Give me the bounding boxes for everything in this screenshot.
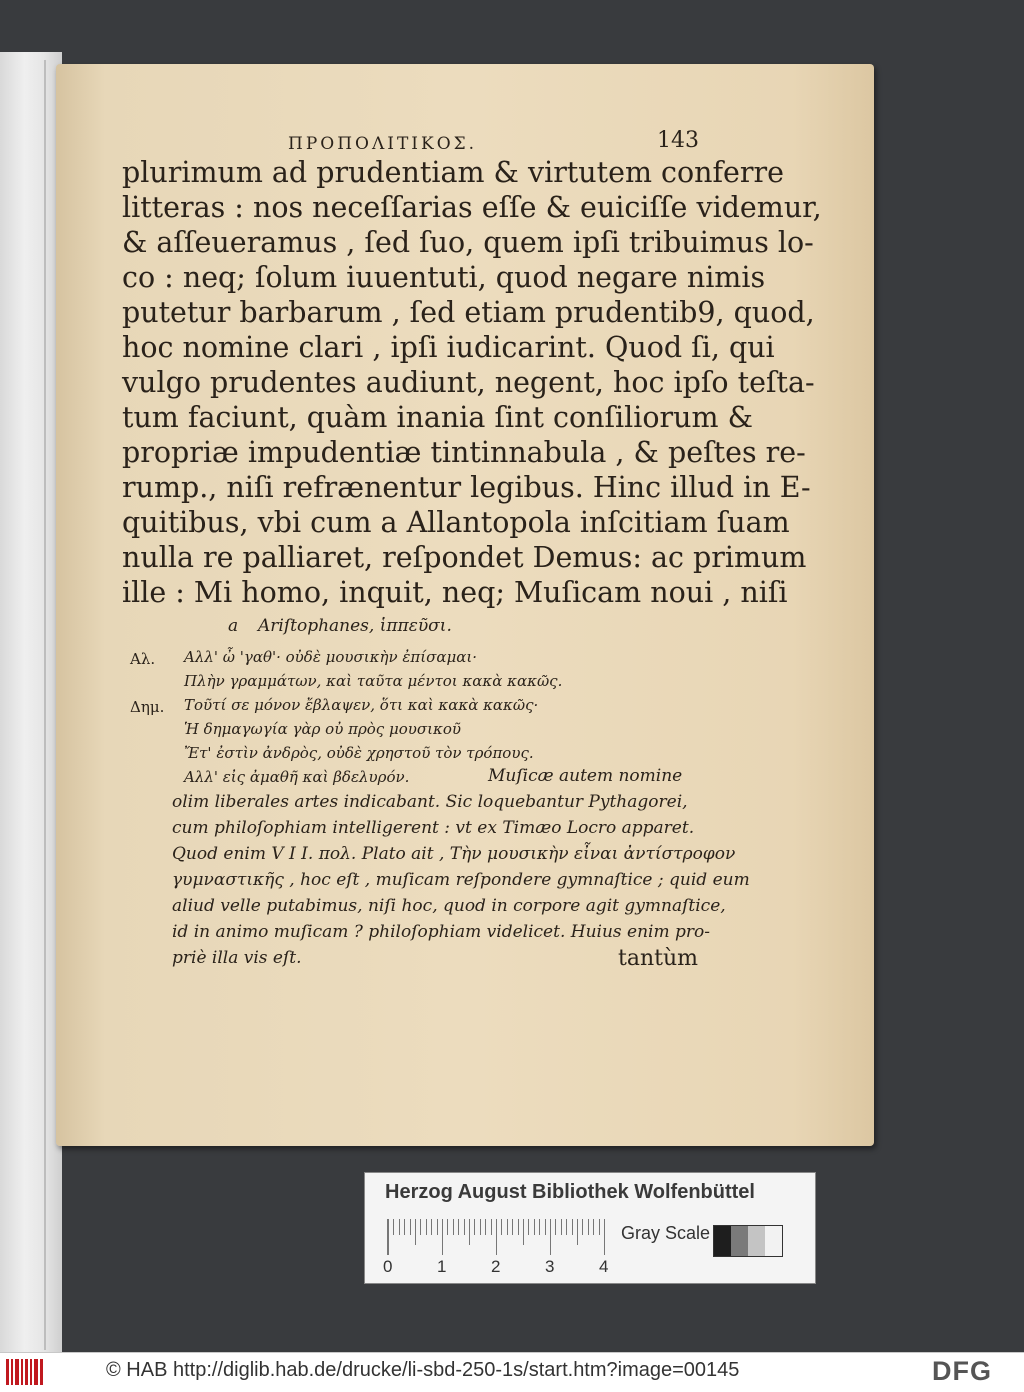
- body-line: ille : Mi homo, inquit, neq; Muſicam noui , niſi: [122, 576, 788, 609]
- ruler-tick: [469, 1219, 470, 1245]
- barcode-bar: [15, 1359, 19, 1385]
- ruler-tick: [442, 1219, 443, 1255]
- gray-scale-swatches: [713, 1225, 783, 1257]
- ruler-tick: [523, 1219, 524, 1245]
- gray-scale-label: Gray Scale: [621, 1223, 711, 1243]
- greek-verse: Αλλ' εἰς ἀμαθῆ καὶ βδελυρόν.: [184, 768, 410, 786]
- ruler-tick: [420, 1219, 421, 1235]
- body-line: quitibus, vbi cum a Allantopola inſcitiam ſuam: [122, 506, 790, 539]
- barcode-bar: [40, 1359, 43, 1385]
- note-line: cum philoſophiam intelligerent : vt ex Timæo Locro apparet.: [172, 818, 695, 838]
- body-line: litteras : nos neceſſarias eſſe & euiciſſe videmur,: [122, 191, 822, 224]
- gray-swatch: [731, 1226, 748, 1256]
- ruler-tick: [507, 1219, 508, 1235]
- footnote-source: Ariſtophanes, ἱππεῦσι.: [258, 616, 452, 636]
- body-line: hoc nomine clari , ipſi iudicarint. Quod ſi, qui: [122, 331, 775, 364]
- ruler-tick: [534, 1219, 535, 1235]
- note-line: Muſicæ autem nomine: [488, 766, 683, 786]
- plastic-sleeve: [0, 52, 62, 1352]
- ruler-tick: [566, 1219, 567, 1235]
- gray-swatch: [714, 1226, 731, 1256]
- ruler-tick: [545, 1219, 546, 1235]
- ruler-tick: [572, 1219, 573, 1235]
- barcode-bar: [11, 1359, 13, 1385]
- ruler-tick: [539, 1219, 540, 1235]
- greek-verse: Ἔτ' ἐστὶν ἀνδρὸς, οὐδὲ χρηστοῦ τὸν τρόπους.: [184, 744, 534, 762]
- ruler-tick: [474, 1219, 475, 1235]
- ruler-number: 1: [437, 1257, 447, 1276]
- gray-swatch: [748, 1226, 765, 1256]
- ruler-tick: [431, 1219, 432, 1235]
- body-line: putetur barbarum , ſed etiam prudentib9, quod,: [122, 296, 815, 329]
- ruler-tick: [480, 1219, 481, 1235]
- speaker-label: Αλ.: [130, 650, 156, 668]
- dfg-logo: DFG: [932, 1356, 992, 1386]
- barcode-bar: [30, 1359, 32, 1385]
- greek-verse: Πλὴν γραμμάτων, καὶ ταῦτα μέντοι κακὰ κακῶς.: [184, 672, 563, 690]
- ruler-tick: [491, 1219, 492, 1235]
- speaker-label: Δημ.: [130, 698, 165, 716]
- body-line: rump., niſi refrænentur legibus. Hinc illud in E-: [122, 471, 811, 504]
- ruler-tick: [426, 1219, 427, 1235]
- barcode-icon: [6, 1359, 46, 1385]
- ruler-tick: [593, 1219, 594, 1235]
- body-line: nulla re palliaret, reſpondet Demus: ac primum: [122, 541, 807, 574]
- body-line: vulgo prudentes audiunt, negent, hoc ipſo teſta-: [122, 366, 815, 399]
- ruler-tick: [550, 1219, 551, 1255]
- note-line: priè illa vis eſt.: [172, 948, 302, 968]
- ruler-tick: [528, 1219, 529, 1235]
- ruler-tick: [453, 1219, 454, 1235]
- sleeve-edge: [44, 60, 46, 1350]
- ruler-tick: [496, 1219, 497, 1255]
- barcode-bar: [25, 1359, 28, 1385]
- note-line: γυμναστικῆς , hoc eſt , muſicam reſpondere gymnaſtice ; quid eum: [172, 870, 750, 890]
- source-url[interactable]: © HAB http://diglib.hab.de/drucke/li-sbd-250-1s/start.htm?image=00145: [106, 1359, 740, 1381]
- note-line: aliud velle putabimus, niſi hoc, quod in corpore agit gymnaſtice,: [172, 896, 726, 916]
- body-line: propriæ impudentiæ tintinnabula , & peſtes re-: [122, 436, 806, 469]
- ruler-number: 0: [383, 1257, 393, 1276]
- ruler-tick: [458, 1219, 459, 1235]
- ruler-tick: [410, 1219, 411, 1235]
- ruler-tick: [464, 1219, 465, 1235]
- ruler-number: 3: [545, 1257, 555, 1276]
- barcode-bar: [34, 1359, 38, 1385]
- page-number: 143: [657, 128, 699, 153]
- ruler-tick: [393, 1219, 394, 1235]
- ruler-tick: [485, 1219, 486, 1235]
- ruler: [387, 1219, 608, 1255]
- running-head: ΠΡΟΠΟΛΙΤΙΚΟΣ.: [288, 134, 478, 154]
- gray-swatch: [765, 1226, 782, 1256]
- ruler-tick: [599, 1219, 600, 1235]
- library-name: Herzog August Bibliothek Wolfenbüttel: [385, 1181, 755, 1203]
- ruler-tick: [518, 1219, 519, 1235]
- greek-verse: Τοῦτί σε μόνον ἔβλαψεν, ὅτι καὶ κακὰ κακῶς·: [184, 696, 539, 714]
- ruler-number: 4: [599, 1257, 609, 1276]
- greek-verse: Αλλ' ὦ 'γαθ'· οὐδὲ μουσικὴν ἐπίσαμαι·: [184, 648, 478, 666]
- color-scale-card: [364, 1172, 816, 1284]
- ruler-tick: [399, 1219, 400, 1235]
- ruler-tick: [404, 1219, 405, 1235]
- ruler-tick: [388, 1219, 389, 1255]
- body-line: & aſſeueramus , ſed ſuo, quem ipſi tribuimus lo-: [122, 226, 814, 259]
- note-line: olim liberales artes indicabant. Sic loquebantur Pythagorei,: [172, 792, 688, 812]
- ruler-number: 2: [491, 1257, 501, 1276]
- note-line: id in animo muſicam ? philoſophiam videlicet. Huius enim pro-: [172, 922, 711, 942]
- ruler-tick: [447, 1219, 448, 1235]
- ruler-tick: [555, 1219, 556, 1235]
- catchword: tantùm: [618, 946, 698, 971]
- ruler-tick: [415, 1219, 416, 1245]
- ruler-tick: [582, 1219, 583, 1235]
- body-line: co : neq; ſolum iuuentuti, quod negare nimis: [122, 261, 766, 294]
- ruler-tick: [512, 1219, 513, 1235]
- footer-bar: [0, 1352, 1024, 1392]
- body-line: tum faciunt, quàm inania ſint conſiliorum &: [122, 401, 753, 434]
- ruler-tick: [561, 1219, 562, 1235]
- ruler-tick: [588, 1219, 589, 1235]
- body-line: plurimum ad prudentiam & virtutem conferre: [122, 156, 785, 189]
- ruler-tick: [501, 1219, 502, 1235]
- note-line: Quod enim V I I. πολ. Plato ait , Τὴν μουσικὴν εἶναι ἀντίστροφον: [172, 844, 736, 864]
- ruler-tick: [604, 1219, 605, 1255]
- barcode-bar: [6, 1359, 9, 1385]
- ruler-tick: [437, 1219, 438, 1235]
- ruler-tick: [577, 1219, 578, 1245]
- footnote-marker: a: [228, 616, 239, 636]
- greek-verse: Ἡ δημαγωγία γὰρ οὐ πρὸς μουσικοῦ: [184, 720, 461, 738]
- barcode-bar: [21, 1359, 23, 1385]
